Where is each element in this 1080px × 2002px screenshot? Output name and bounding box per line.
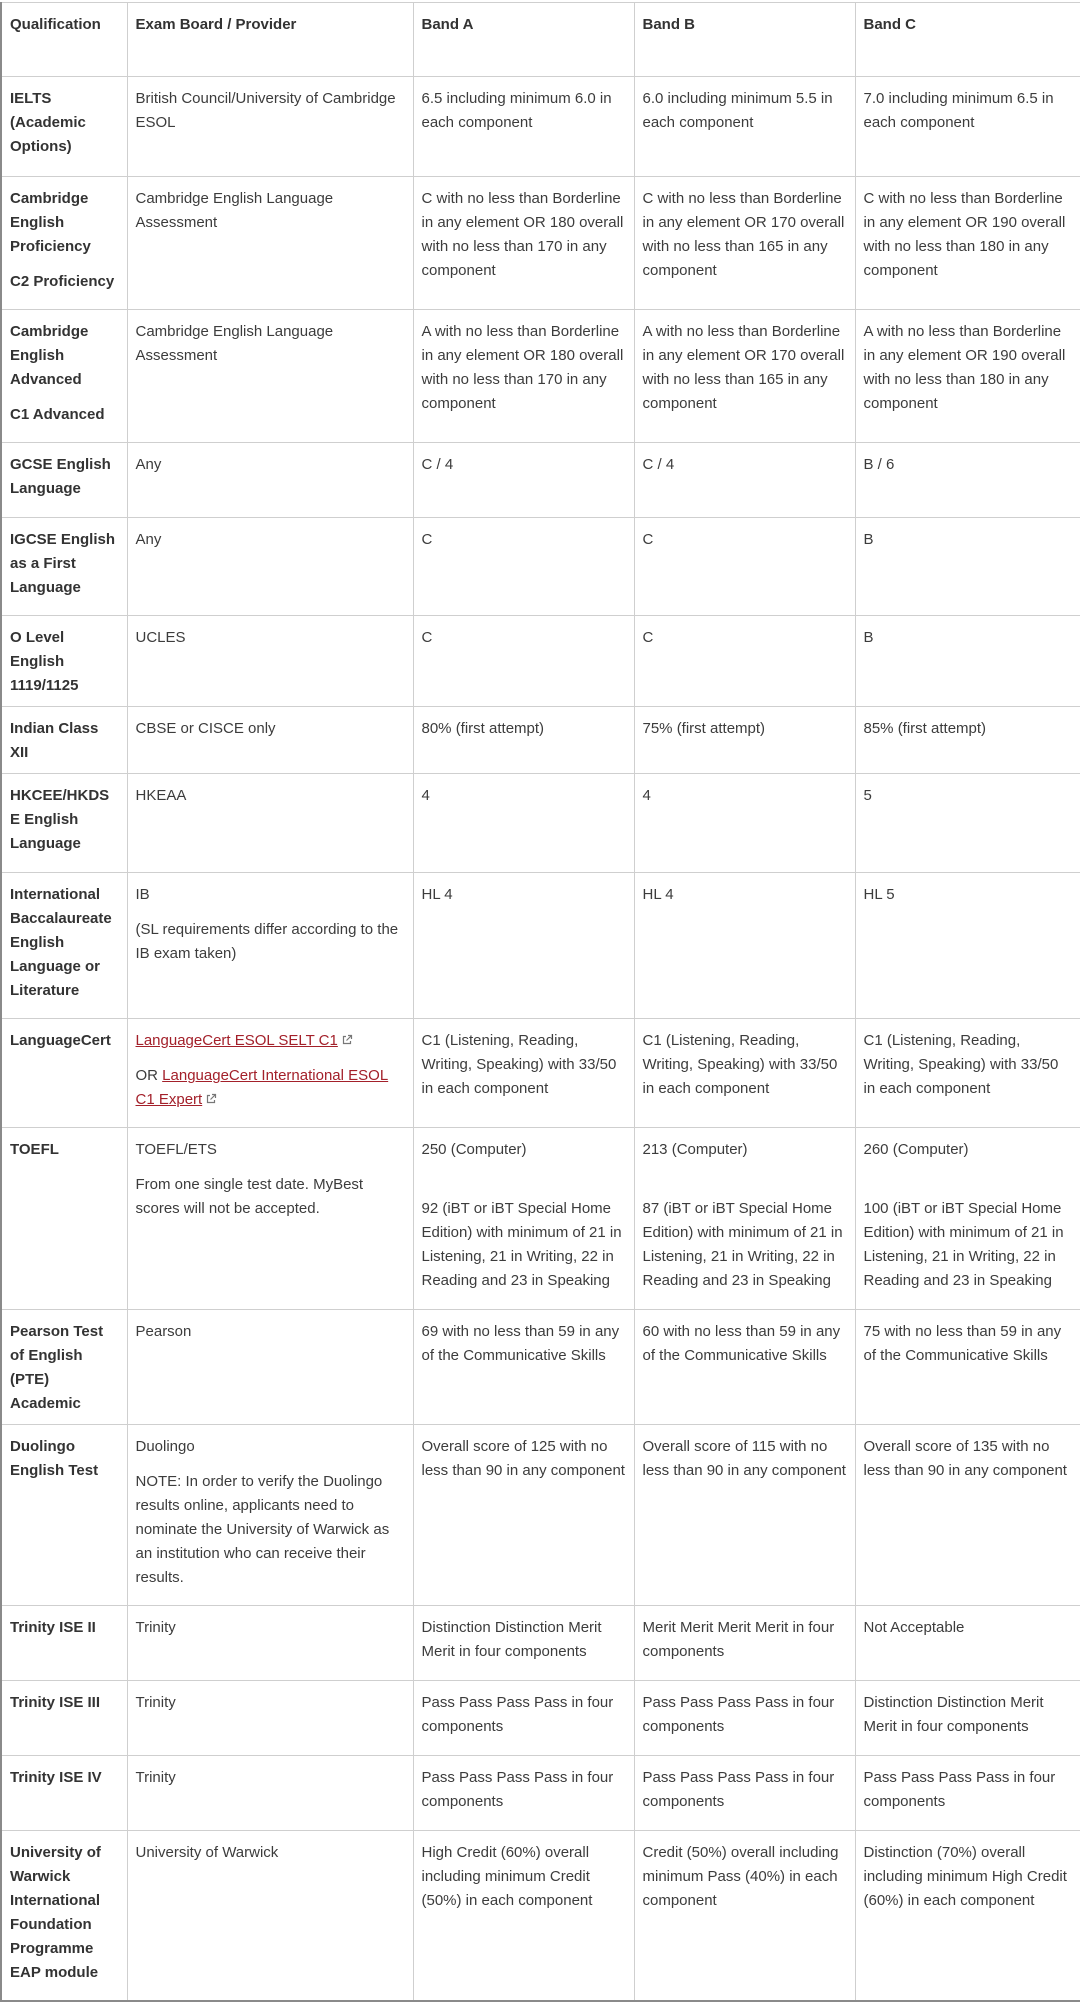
- band-a-cell: HL 4: [413, 873, 634, 1019]
- header-provider: Exam Board / Provider: [127, 3, 413, 77]
- table-row: [1, 1310, 1080, 1425]
- band-c-cell: Distinction (70%) overall including minimum High Credit (60%) in each component: [855, 1831, 1080, 2001]
- band-c-cell: A with no less than Borderline in any element OR 190 overall with no less than 180 in any component: [855, 310, 1080, 443]
- provider-cell: HKEAA: [127, 774, 413, 873]
- band-a-cell: A with no less than Borderline in any element OR 180 overall with no less than 170 in any component: [413, 310, 634, 443]
- band-a-cell: 69 with no less than 59 in any of the Communicative Skills: [413, 1310, 634, 1425]
- qualification-cell: TOEFL: [1, 1128, 127, 1310]
- band-b-cell: Credit (50%) overall including minimum Pass (40%) in each component: [634, 1831, 855, 2001]
- table-row: [1, 1128, 1080, 1310]
- table-row: [1, 177, 1080, 310]
- table-row: [1, 1681, 1080, 1756]
- band-a-cell: 80% (first attempt): [413, 707, 634, 774]
- band-b-cell: HL 4: [634, 873, 855, 1019]
- qualification-cell: Trinity ISE III: [1, 1681, 127, 1756]
- band-c-cell: Overall score of 135 with no less than 90 in any component: [855, 1425, 1080, 1606]
- band-b-cell: 4: [634, 774, 855, 873]
- band-b-cell: Overall score of 115 with no less than 90 in any component: [634, 1425, 855, 1606]
- qualification-cell: University of Warwick International Foundation Programme EAP module: [1, 1831, 127, 2001]
- band-a-cell: C with no less than Borderline in any element OR 180 overall with no less than 170 in any component: [413, 177, 634, 310]
- languagecert-international-esol-c1-link[interactable]: LanguageCert International ESOL C1 Expert: [135, 1067, 389, 1108]
- qualification-cell: Indian Class XII: [1, 707, 127, 774]
- languagecert-selt-c1-link[interactable]: LanguageCert ESOL SELT C1: [135, 1032, 338, 1049]
- band-c-cell: HL 5: [855, 873, 1080, 1019]
- provider-cell: Trinity: [127, 1681, 413, 1756]
- qualification-cell: Cambridge English Proficiency C2 Proficiency: [1, 177, 127, 310]
- provider-cell: IB (SL requirements differ according to the IB exam taken): [127, 873, 413, 1019]
- provider-cell: Pearson: [127, 1310, 413, 1425]
- band-a-cell: Distinction Distinction Merit Merit in four components: [413, 1606, 634, 1681]
- qualification-cell: Trinity ISE IV: [1, 1756, 127, 1831]
- provider-cell: Trinity: [127, 1756, 413, 1831]
- provider-cell: University of Warwick: [127, 1831, 413, 2001]
- band-b-cell: 6.0 including minimum 5.5 in each component: [634, 77, 855, 177]
- qualification-cell: Trinity ISE II: [1, 1606, 127, 1681]
- band-a-cell: 4: [413, 774, 634, 873]
- table-row: [1, 774, 1080, 873]
- band-c-cell: 7.0 including minimum 6.5 in each component: [855, 77, 1080, 177]
- band-b-cell: Pass Pass Pass Pass in four components: [634, 1681, 855, 1756]
- external-link-icon: [205, 1093, 217, 1105]
- band-c-cell: 5: [855, 774, 1080, 873]
- provider-cell: TOEFL/ETS From one single test date. MyBest scores will not be accepted.: [127, 1128, 413, 1310]
- band-c-cell: B: [855, 518, 1080, 616]
- header-qualification: Qualification: [1, 3, 127, 77]
- qualification-cell: IELTS (Academic Options): [1, 77, 127, 177]
- qualification-cell: LanguageCert: [1, 1019, 127, 1128]
- table-row: [1, 1606, 1080, 1681]
- provider-cell: Trinity: [127, 1606, 413, 1681]
- header-band-c: Band C: [855, 3, 1080, 77]
- band-b-cell: Merit Merit Merit Merit in four components: [634, 1606, 855, 1681]
- band-a-cell: C1 (Listening, Reading, Writing, Speaking) with 33/50 in each component: [413, 1019, 634, 1128]
- band-c-cell: 75 with no less than 59 in any of the Communicative Skills: [855, 1310, 1080, 1425]
- qualification-cell: Pearson Test of English (PTE) Academic: [1, 1310, 127, 1425]
- table-row: [1, 443, 1080, 518]
- provider-cell: Cambridge English Language Assessment: [127, 310, 413, 443]
- band-c-cell: B: [855, 616, 1080, 707]
- table-row: [1, 518, 1080, 616]
- band-c-cell: 260 (Computer) 100 (iBT or iBT Special Home Edition) with minimum of 21 in Listening, 21 in Writing, 22 in Reading and 23 in Speaking: [855, 1128, 1080, 1310]
- table-row: [1, 77, 1080, 177]
- band-a-cell: C: [413, 518, 634, 616]
- provider-cell: CBSE or CISCE only: [127, 707, 413, 774]
- table-row: [1, 1425, 1080, 1606]
- band-c-cell: Pass Pass Pass Pass in four components: [855, 1756, 1080, 1831]
- band-b-cell: C / 4: [634, 443, 855, 518]
- qualification-cell: Cambridge English Advanced C1 Advanced: [1, 310, 127, 443]
- band-a-cell: Pass Pass Pass Pass in four components: [413, 1756, 634, 1831]
- band-b-cell: 75% (first attempt): [634, 707, 855, 774]
- table-row: [1, 1831, 1080, 2001]
- band-b-cell: 60 with no less than 59 in any of the Communicative Skills: [634, 1310, 855, 1425]
- qualification-cell: O Level English 1119/1125: [1, 616, 127, 707]
- provider-cell: Any: [127, 443, 413, 518]
- band-c-cell: C1 (Listening, Reading, Writing, Speaking) with 33/50 in each component: [855, 1019, 1080, 1128]
- provider-cell: Duolingo NOTE: In order to verify the Duolingo results online, applicants need to nominate the University of Warwick as an institution who can receive their results.: [127, 1425, 413, 1606]
- header-band-b: Band B: [634, 3, 855, 77]
- or-prefix: OR: [135, 1067, 163, 1084]
- band-a-cell: High Credit (60%) overall including minimum Credit (50%) in each component: [413, 1831, 634, 2001]
- table-row: [1, 1756, 1080, 1831]
- band-b-cell: C: [634, 518, 855, 616]
- band-a-cell: C: [413, 616, 634, 707]
- band-c-cell: C with no less than Borderline in any element OR 190 overall with no less than 180 in any component: [855, 177, 1080, 310]
- band-a-cell: C / 4: [413, 443, 634, 518]
- band-b-cell: Pass Pass Pass Pass in four components: [634, 1756, 855, 1831]
- qualification-cell: IGCSE English as a First Language: [1, 518, 127, 616]
- band-b-cell: C with no less than Borderline in any element OR 170 overall with no less than 165 in any component: [634, 177, 855, 310]
- table-row: [1, 873, 1080, 1019]
- qualification-cell: HKCEE/HKDSE English Language: [1, 774, 127, 873]
- provider-cell: [127, 1019, 413, 1128]
- provider-cell: Cambridge English Language Assessment: [127, 177, 413, 310]
- band-b-cell: C1 (Listening, Reading, Writing, Speaking) with 33/50 in each component: [634, 1019, 855, 1128]
- band-c-cell: B / 6: [855, 443, 1080, 518]
- band-c-cell: 85% (first attempt): [855, 707, 1080, 774]
- band-a-cell: Pass Pass Pass Pass in four components: [413, 1681, 634, 1756]
- band-a-cell: Overall score of 125 with no less than 90 in any component: [413, 1425, 634, 1606]
- provider-cell: British Council/University of Cambridge ESOL: [127, 77, 413, 177]
- band-b-cell: C: [634, 616, 855, 707]
- table-row: [1, 707, 1080, 774]
- provider-cell: Any: [127, 518, 413, 616]
- qualification-cell: GCSE English Language: [1, 443, 127, 518]
- external-link-icon: [341, 1034, 353, 1046]
- header-row: [1, 3, 1080, 77]
- requirements-table: [0, 2, 1080, 2002]
- band-c-cell: Distinction Distinction Merit Merit in four components: [855, 1681, 1080, 1756]
- table-row: [1, 616, 1080, 707]
- band-a-cell: 250 (Computer) 92 (iBT or iBT Special Home Edition) with minimum of 21 in Listening, 21 in Writing, 22 in Reading and 23 in Speaking: [413, 1128, 634, 1310]
- band-a-cell: 6.5 including minimum 6.0 in each component: [413, 77, 634, 177]
- qualification-cell: Duolingo English Test: [1, 1425, 127, 1606]
- header-band-a: Band A: [413, 3, 634, 77]
- band-b-cell: 213 (Computer) 87 (iBT or iBT Special Home Edition) with minimum of 21 in Listening, 21 in Writing, 22 in Reading and 23 in Speaking: [634, 1128, 855, 1310]
- qualification-cell: International Baccalaureate English Language or Literature: [1, 873, 127, 1019]
- band-b-cell: A with no less than Borderline in any element OR 170 overall with no less than 165 in any component: [634, 310, 855, 443]
- table-row: [1, 1019, 1080, 1128]
- table-row: [1, 310, 1080, 443]
- band-c-cell: Not Acceptable: [855, 1606, 1080, 1681]
- provider-cell: UCLES: [127, 616, 413, 707]
